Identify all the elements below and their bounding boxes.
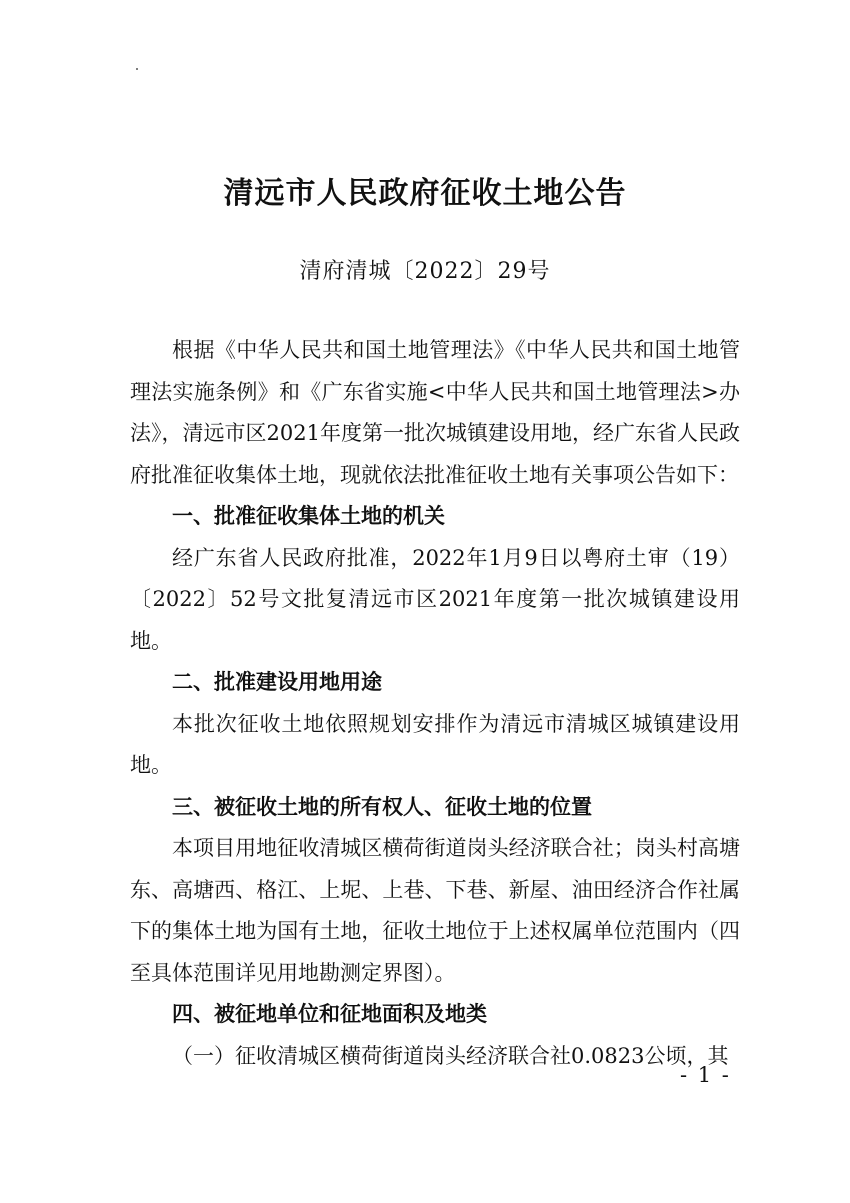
section-heading-2: 二、批准建设用地用途 <box>172 670 382 694</box>
section-heading-1: 一、批准征收集体土地的机关 <box>172 504 445 528</box>
document-number: 清府清城〔2022〕29号 <box>299 259 551 284</box>
section-1-paragraph: 经广东省人民政府批准，2022年1月9日以粤府土审（19）〔2022〕52号文批复清远市区2021年度第一批次城镇建设用地。 <box>130 545 740 653</box>
page-number: - 1 - <box>680 1063 731 1087</box>
intro-paragraph: 根据《中华人民共和国土地管理法》《中华人民共和国土地管理法实施条例》和《广东省实施<中华人民共和国土地管理法>办法》，清远市区2021年度第一批次城镇建设用地，经广东省人民政府批准征收集体土地，现就依法批准征收土地有关事项公告如下： <box>130 338 740 487</box>
section-4-paragraph: （一）征收清城区横荷街道岗头经济联合社0.0823公顷，其 <box>172 1043 729 1068</box>
section-2-paragraph: 本批次征收土地依照规划安排作为清远市清城区城镇建设用地。 <box>130 711 740 777</box>
scan-speck <box>136 68 138 70</box>
section-3-paragraph: 本项目用地征收清城区横荷街道岗头经济联合社；岗头村高塘东、高塘西、格江、上坭、上巷、下巷、新屋、油田经济合作社属下的集体土地为国有土地，征收土地位于上述权属单位范围内（四至具体范围详见用地勘测定界图）。 <box>130 836 740 985</box>
page-title: 清远市人民政府征收土地公告 <box>223 176 627 211</box>
section-heading-3: 三、被征收土地的所有权人、征收土地的位置 <box>172 794 592 819</box>
document-body <box>130 330 740 1077</box>
section-heading-4: 四、被征地单位和征地面积及地类 <box>172 1002 487 1026</box>
